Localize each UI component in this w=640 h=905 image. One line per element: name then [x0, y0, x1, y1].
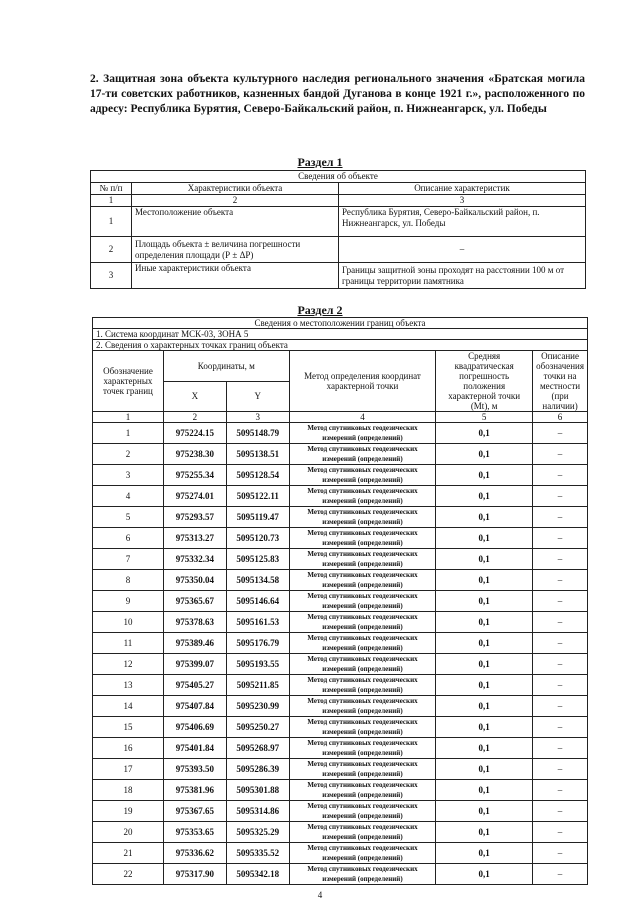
header-coords: Координаты, м	[163, 351, 289, 382]
x-coordinate: 975393.50	[163, 759, 226, 780]
t1-row-name: Площадь объекта ± величина погрешности определения площади (Р ± ΔР)	[132, 237, 339, 263]
point-number: 20	[93, 822, 164, 843]
description-cell: –	[533, 675, 588, 696]
table-row	[93, 738, 588, 759]
description-cell: –	[533, 591, 588, 612]
accuracy-cell: 0,1	[436, 549, 533, 570]
x-coordinate: 975378.63	[163, 612, 226, 633]
method-cell: Метод спутниковых геодезических измерений (определений)	[289, 759, 436, 780]
section1-title: Раздел 1	[297, 155, 343, 169]
y-coordinate: 5095128.54	[226, 465, 289, 486]
description-cell: –	[533, 864, 588, 885]
x-coordinate: 975332.34	[163, 549, 226, 570]
table-row	[93, 444, 588, 465]
point-number: 14	[93, 696, 164, 717]
accuracy-cell: 0,1	[436, 654, 533, 675]
x-coordinate: 975407.84	[163, 696, 226, 717]
y-coordinate: 5095193.55	[226, 654, 289, 675]
description-cell: –	[533, 738, 588, 759]
header-y: Y	[226, 381, 289, 412]
table-row	[93, 465, 588, 486]
point-number: 16	[93, 738, 164, 759]
x-coordinate: 975317.90	[163, 864, 226, 885]
x-coordinate: 975224.15	[163, 423, 226, 444]
table-row	[93, 801, 588, 822]
point-number: 19	[93, 801, 164, 822]
header-method: Метод определения координат характерной точки	[289, 351, 436, 412]
t1-row-desc: –	[339, 237, 586, 263]
y-coordinate: 5095119.47	[226, 507, 289, 528]
accuracy-cell: 0,1	[436, 423, 533, 444]
accuracy-cell: 0,1	[436, 696, 533, 717]
t1-header-char: Характеристики объекта	[132, 183, 339, 195]
table-row	[93, 486, 588, 507]
header-point: Обозначение характерных точек границ	[93, 351, 164, 412]
boundary-points-body	[93, 423, 588, 885]
column-number: 3	[226, 412, 289, 423]
accuracy-cell: 0,1	[436, 591, 533, 612]
header-accuracy: Средняя квадратическая погрешность положения характерной точки (Mt), м	[436, 351, 533, 412]
table-row	[93, 717, 588, 738]
x-coordinate: 975365.67	[163, 591, 226, 612]
column-number: 4	[289, 412, 436, 423]
accuracy-cell: 0,1	[436, 759, 533, 780]
method-cell: Метод спутниковых геодезических измерений (определений)	[289, 528, 436, 549]
y-coordinate: 5095342.18	[226, 864, 289, 885]
point-number: 18	[93, 780, 164, 801]
x-coordinate: 975350.04	[163, 570, 226, 591]
y-coordinate: 5095230.99	[226, 696, 289, 717]
method-cell: Метод спутниковых геодезических измерений (определений)	[289, 465, 436, 486]
method-cell: Метод спутниковых геодезических измерений (определений)	[289, 864, 436, 885]
column-number: 1	[93, 412, 164, 423]
t1-row-n: 2	[91, 237, 132, 263]
method-cell: Метод спутниковых геодезических измерений (определений)	[289, 507, 436, 528]
table-row	[93, 759, 588, 780]
t1-num-1: 1	[91, 195, 132, 207]
point-number: 8	[93, 570, 164, 591]
accuracy-cell: 0,1	[436, 738, 533, 759]
method-cell: Метод спутниковых геодезических измерений (определений)	[289, 654, 436, 675]
point-number: 15	[93, 717, 164, 738]
accuracy-cell: 0,1	[436, 801, 533, 822]
accuracy-cell: 0,1	[436, 465, 533, 486]
point-number: 12	[93, 654, 164, 675]
t1-row-n: 1	[91, 207, 132, 237]
description-cell: –	[533, 486, 588, 507]
description-cell: –	[533, 759, 588, 780]
method-cell: Метод спутниковых геодезических измерений (определений)	[289, 696, 436, 717]
y-coordinate: 5095120.73	[226, 528, 289, 549]
method-cell: Метод спутниковых геодезических измерений (определений)	[289, 780, 436, 801]
y-coordinate: 5095134.58	[226, 570, 289, 591]
table-row	[93, 780, 588, 801]
table-row	[93, 696, 588, 717]
x-coordinate: 975238.30	[163, 444, 226, 465]
method-cell: Метод спутниковых геодезических измерений (определений)	[289, 717, 436, 738]
method-cell: Метод спутниковых геодезических измерений (определений)	[289, 591, 436, 612]
accuracy-cell: 0,1	[436, 528, 533, 549]
x-coordinate: 975401.84	[163, 738, 226, 759]
column-number: 2	[163, 412, 226, 423]
description-cell: –	[533, 507, 588, 528]
accuracy-cell: 0,1	[436, 864, 533, 885]
point-number: 11	[93, 633, 164, 654]
section1-caption: Сведения об объекте	[91, 171, 586, 183]
table-row	[93, 822, 588, 843]
accuracy-cell: 0,1	[436, 444, 533, 465]
x-coordinate: 975405.27	[163, 675, 226, 696]
description-cell: –	[533, 654, 588, 675]
y-coordinate: 5095125.83	[226, 549, 289, 570]
method-cell: Метод спутниковых геодезических измерений (определений)	[289, 738, 436, 759]
section2-caption: Сведения о местоположении границ объекта	[93, 318, 588, 329]
section2-title: Раздел 2	[297, 303, 343, 317]
description-cell: –	[533, 423, 588, 444]
description-cell: –	[533, 570, 588, 591]
x-coordinate: 975367.65	[163, 801, 226, 822]
point-number: 21	[93, 843, 164, 864]
x-coordinate: 975353.65	[163, 822, 226, 843]
t1-row-desc: Границы защитной зоны проходят на расстоянии 100 м от границы территории памятника	[339, 263, 586, 289]
document-heading: 2. Защитная зона объекта культурного наследия регионального значения «Братская могила 17-ти советских работников, казненных бандой Дуганова в конце 1921 г.», расположенного по адресу: Республика Бурятия, Северо-Байкальский район, п. Нижнеангарск, ул. Победы	[90, 73, 585, 115]
method-cell: Метод спутниковых геодезических измерений (определений)	[289, 444, 436, 465]
method-cell: Метод спутниковых геодезических измерений (определений)	[289, 801, 436, 822]
column-numbers-row	[93, 412, 588, 423]
accuracy-cell: 0,1	[436, 612, 533, 633]
y-coordinate: 5095146.64	[226, 591, 289, 612]
point-number: 10	[93, 612, 164, 633]
point-number: 6	[93, 528, 164, 549]
x-coordinate: 975313.27	[163, 528, 226, 549]
description-cell: –	[533, 549, 588, 570]
x-coordinate: 975336.62	[163, 843, 226, 864]
y-coordinate: 5095301.88	[226, 780, 289, 801]
accuracy-cell: 0,1	[436, 717, 533, 738]
x-coordinate: 975293.57	[163, 507, 226, 528]
accuracy-cell: 0,1	[436, 570, 533, 591]
t1-row-desc: Республика Бурятия, Северо-Байкальский район, п. Нижнеангарск, ул. Победы	[339, 207, 586, 237]
point-number: 22	[93, 864, 164, 885]
point-number: 9	[93, 591, 164, 612]
x-coordinate: 975399.07	[163, 654, 226, 675]
table-row	[93, 843, 588, 864]
accuracy-cell: 0,1	[436, 633, 533, 654]
point-number: 1	[93, 423, 164, 444]
page-number: 4	[317, 890, 323, 900]
point-number: 3	[93, 465, 164, 486]
table-row	[93, 654, 588, 675]
point-number: 13	[93, 675, 164, 696]
accuracy-cell: 0,1	[436, 780, 533, 801]
x-coordinate: 975406.69	[163, 717, 226, 738]
y-coordinate: 5095325.29	[226, 822, 289, 843]
table-row	[93, 864, 588, 885]
point-number: 2	[93, 444, 164, 465]
point-number: 17	[93, 759, 164, 780]
t1-row-name: Иные характеристики объекта	[132, 263, 339, 289]
description-cell: –	[533, 780, 588, 801]
t1-row-n: 3	[91, 263, 132, 289]
description-cell: –	[533, 822, 588, 843]
table-row	[93, 633, 588, 654]
description-cell: –	[533, 843, 588, 864]
t1-num-2: 2	[132, 195, 339, 207]
t1-header-desc: Описание характеристик	[339, 183, 586, 195]
method-cell: Метод спутниковых геодезических измерений (определений)	[289, 822, 436, 843]
table-row	[93, 570, 588, 591]
point-number: 7	[93, 549, 164, 570]
method-cell: Метод спутниковых геодезических измерений (определений)	[289, 843, 436, 864]
accuracy-cell: 0,1	[436, 822, 533, 843]
y-coordinate: 5095211.85	[226, 675, 289, 696]
table-row	[93, 675, 588, 696]
t1-row-name: Местоположение объекта	[132, 207, 339, 237]
header-x: X	[163, 381, 226, 412]
y-coordinate: 5095161.53	[226, 612, 289, 633]
y-coordinate: 5095176.79	[226, 633, 289, 654]
y-coordinate: 5095148.79	[226, 423, 289, 444]
y-coordinate: 5095314.86	[226, 801, 289, 822]
description-cell: –	[533, 612, 588, 633]
description-cell: –	[533, 465, 588, 486]
table-row	[93, 591, 588, 612]
x-coordinate: 975255.34	[163, 465, 226, 486]
method-cell: Метод спутниковых геодезических измерений (определений)	[289, 675, 436, 696]
table-row	[93, 549, 588, 570]
accuracy-cell: 0,1	[436, 843, 533, 864]
object-info-table	[90, 170, 586, 289]
method-cell: Метод спутниковых геодезических измерений (определений)	[289, 549, 436, 570]
description-cell: –	[533, 717, 588, 738]
x-coordinate: 975381.96	[163, 780, 226, 801]
description-cell: –	[533, 528, 588, 549]
method-cell: Метод спутниковых геодезических измерений (определений)	[289, 570, 436, 591]
boundary-points-table	[92, 317, 588, 885]
method-cell: Метод спутниковых геодезических измерений (определений)	[289, 486, 436, 507]
header-description: Описание обозначения точки на местности (при наличии)	[533, 351, 588, 412]
accuracy-cell: 0,1	[436, 675, 533, 696]
description-cell: –	[533, 696, 588, 717]
x-coordinate: 975389.46	[163, 633, 226, 654]
column-number: 5	[436, 412, 533, 423]
y-coordinate: 5095250.27	[226, 717, 289, 738]
point-number: 5	[93, 507, 164, 528]
y-coordinate: 5095138.51	[226, 444, 289, 465]
point-number: 4	[93, 486, 164, 507]
t1-num-3: 3	[339, 195, 586, 207]
description-cell: –	[533, 444, 588, 465]
coord-system-line: 1. Система координат МСК-03, ЗОНА 5	[93, 329, 588, 340]
column-number: 6	[533, 412, 588, 423]
y-coordinate: 5095286.39	[226, 759, 289, 780]
table-row	[93, 507, 588, 528]
y-coordinate: 5095268.97	[226, 738, 289, 759]
method-cell: Метод спутниковых геодезических измерений (определений)	[289, 423, 436, 444]
method-cell: Метод спутниковых геодезических измерений (определений)	[289, 633, 436, 654]
table-row	[93, 528, 588, 549]
y-coordinate: 5095335.52	[226, 843, 289, 864]
table-row	[93, 612, 588, 633]
table-row	[93, 423, 588, 444]
description-cell: –	[533, 633, 588, 654]
t1-header-n: № п/п	[91, 183, 132, 195]
accuracy-cell: 0,1	[436, 486, 533, 507]
description-cell: –	[533, 801, 588, 822]
points-info-line: 2. Сведения о характерных точках границ объекта	[93, 340, 588, 351]
accuracy-cell: 0,1	[436, 507, 533, 528]
x-coordinate: 975274.01	[163, 486, 226, 507]
method-cell: Метод спутниковых геодезических измерений (определений)	[289, 612, 436, 633]
y-coordinate: 5095122.11	[226, 486, 289, 507]
